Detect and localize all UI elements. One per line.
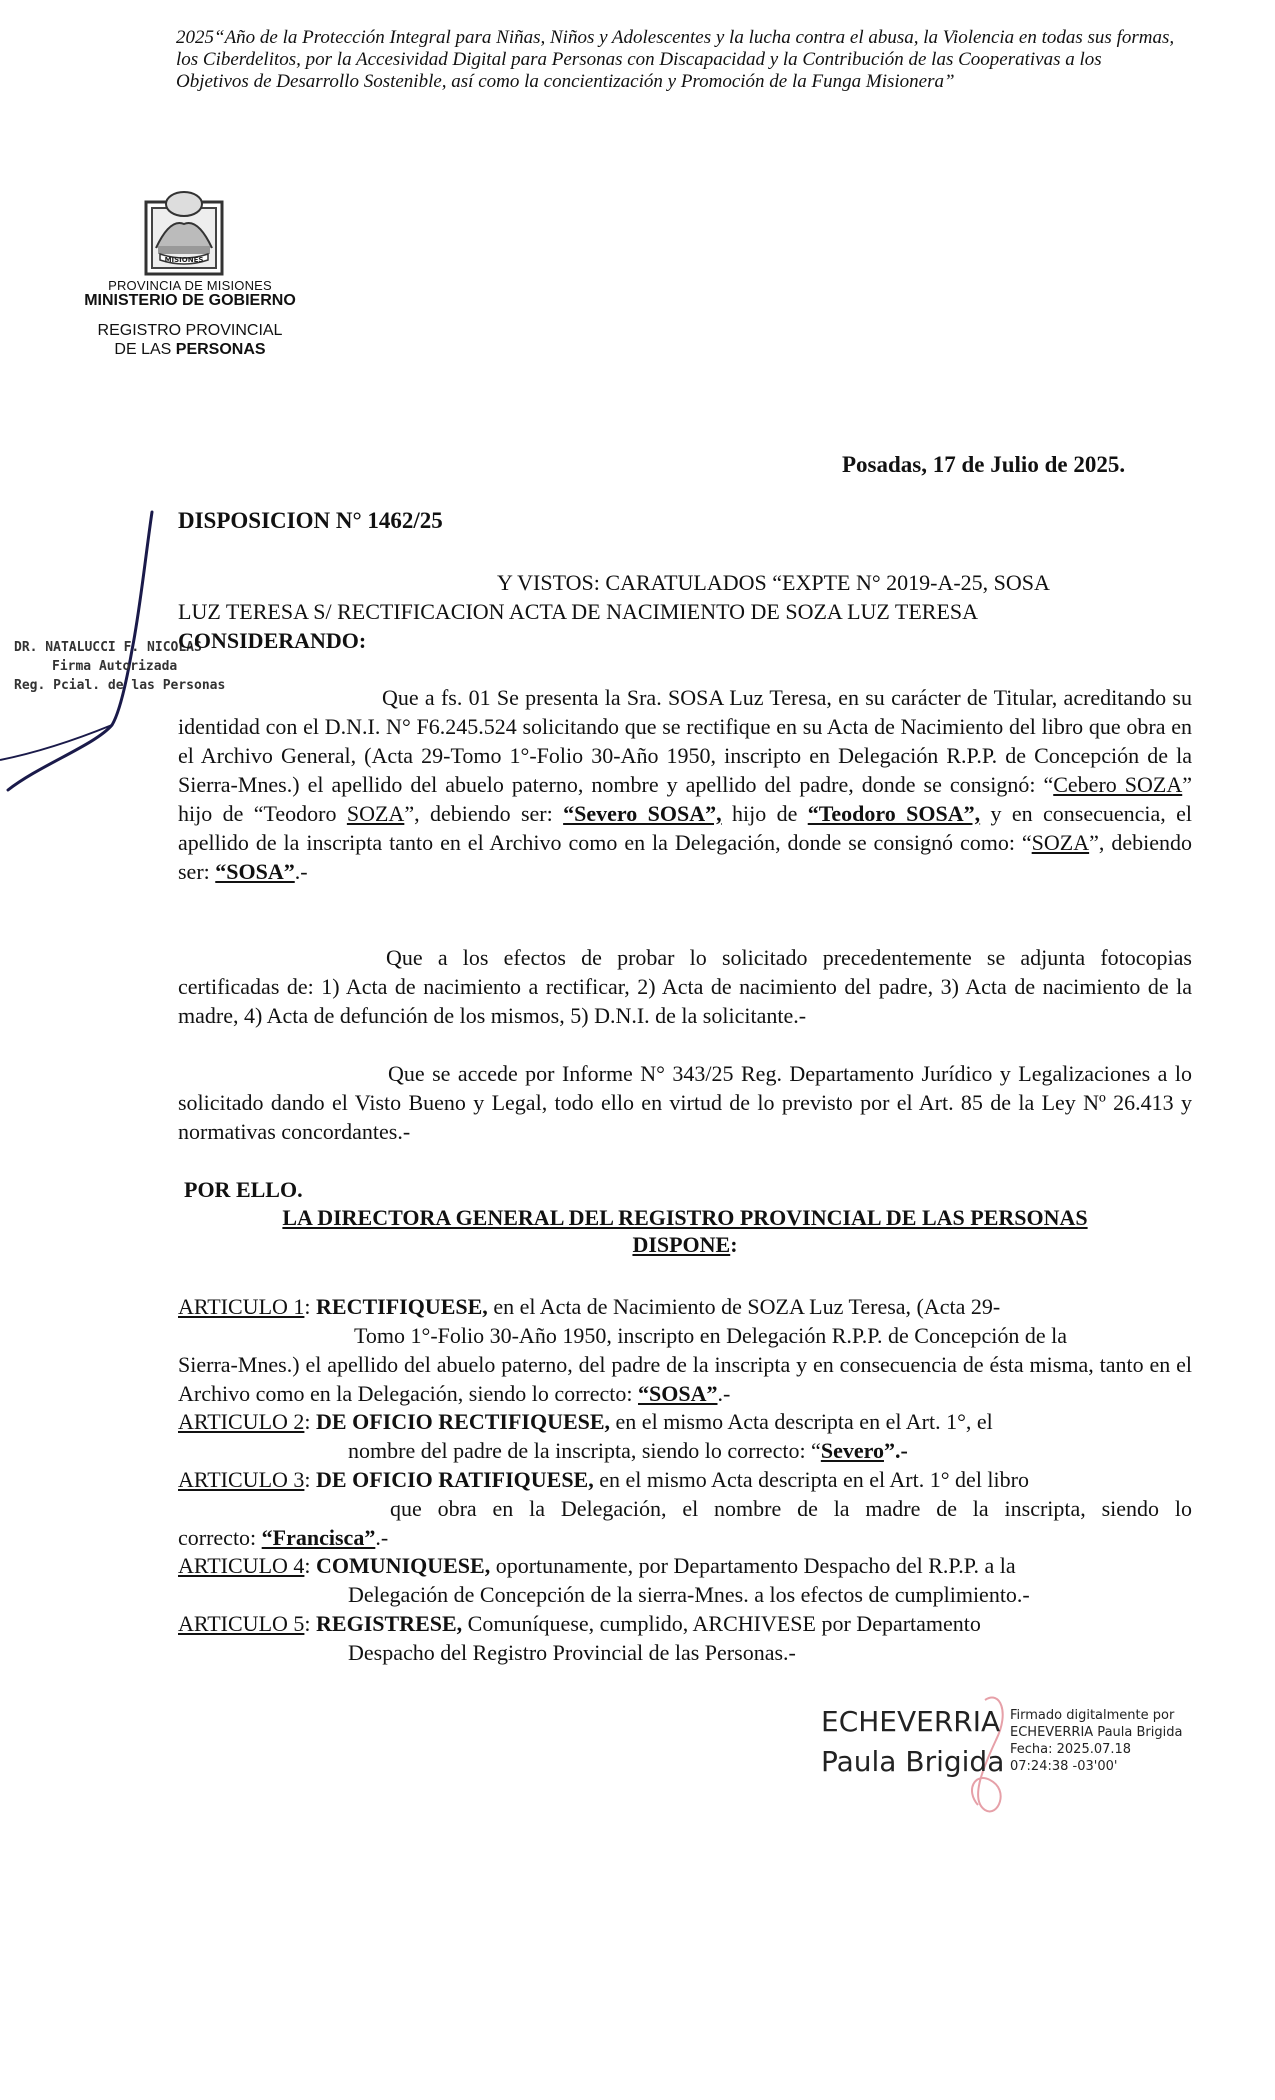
institution-registry: REGISTRO PROVINCIAL [97, 322, 283, 339]
article-2-line2: nombre del padre de la inscripta, siendo lo correcto: “Severo”.- [348, 1438, 908, 1463]
institution-personas: PERSONAS [175, 341, 266, 358]
por-ello-heading: POR ELLO. [184, 1177, 303, 1202]
considerando-paragraph-3: Que se accede por Informe N° 343/25 Reg. Departamento Jurídico y Legalizaciones a lo solicitado dando el Visto Bueno y Legal, todo ello en virtud de lo previsto por el Art. 85 de la Ley Nº 26.413 y normativas concordantes.- [178, 1061, 1192, 1144]
article-4-line2: Delegación de Concepción de la sierra-Mnes. a los efectos de cumplimiento.- [348, 1582, 1030, 1607]
article-5-line2: Despacho del Registro Provincial de las Personas.- [348, 1640, 796, 1665]
signer-surname: ECHEVERRIA [821, 1705, 1001, 1738]
institution-ministry: MINISTERIO DE GOBIERNO [84, 292, 296, 309]
vistos-line2: LUZ TERESA S/ RECTIFICACION ACTA DE NACIMIENTO DE SOZA LUZ TERESA [178, 599, 979, 624]
dispone-word: DISPONE [632, 1232, 731, 1257]
digital-signature-details: Firmado digitalmente por ECHEVERRIA Paula Brigida Fecha: 2025.07.18 07:24:38 -03'00' [1010, 1708, 1183, 1774]
header-motto: 2025“Año de la Protección Integral para Niñas, Niños y Adolescentes y la lucha contra el abusa, la Violencia en todas sus formas, los Ciberdelitos, por la Accesividad Digital para Personas con Discapacidad y la Contribución de las Cooperativas a los Objetivos de Desarrollo Sostenible, así como la concientización y Promoción de la Funga Misionera” [176, 27, 1175, 92]
article-1-continuation: Sierra-Mnes.) el apellido del abuelo paterno, del padre de la inscripta y en consecuencia de ésta misma, tanto en el Archivo como en la Delegación, siendo lo correcto: “SOSA”.- [178, 1352, 1192, 1406]
article-3-line2: que obra en la Delegación, el nombre de la madre de la inscripta, siendo lo [390, 1496, 1192, 1521]
article-2-label: ARTICULO 2 [178, 1409, 305, 1434]
considerando-paragraph-2: Que a los efectos de probar lo solicitado precedentemente se adjunta fotocopias certificadas de: 1) Acta de nacimiento a rectificar, 2) Acta de nacimiento del padre, 3) Acta de nacimiento de la madre, 4) Acta de defunción de los mismos, 5) D.N.I. de la solicitante.- [178, 945, 1192, 1028]
article-3-label: ARTICULO 3 [178, 1467, 305, 1492]
article-4-label: ARTICULO 4 [178, 1553, 305, 1578]
article-2-line1: ARTICULO 2: DE OFICIO RECTIFIQUESE, en el mismo Acta descripta en el Art. 1°, el [178, 1409, 993, 1434]
article-5-label: ARTICULO 5 [178, 1611, 305, 1636]
article-1-label: ARTICULO 1 [178, 1294, 305, 1319]
disposition-number: DISPOSICION N° 1462/25 [178, 508, 443, 533]
article-4-line1: ARTICULO 4: COMUNIQUESE, oportunamente, por Departamento Despacho del R.P.P. a la [178, 1553, 1016, 1578]
article-1-line1: ARTICULO 1: RECTIFIQUESE, en el Acta de Nacimiento de SOZA Luz Teresa, (Acta 29- [178, 1294, 1001, 1319]
article-1-line2: Tomo 1°-Folio 30-Año 1950, inscripto en Delegación R.P.P. de Concepción de la [354, 1323, 1067, 1348]
institution-province: PROVINCIA DE MISIONES [108, 278, 272, 293]
directora-heading: LA DIRECTORA GENERAL DEL REGISTRO PROVINCIAL DE LAS PERSONAS [282, 1205, 1088, 1230]
article-3-line1: ARTICULO 3: DE OFICIO RATIFIQUESE, en el mismo Acta descripta en el Art. 1° del libro [178, 1467, 1029, 1492]
stamp-registry: Reg. Pcial. de las Personas [14, 678, 226, 693]
article-3-continuation: correcto: “Francisca”.- [178, 1525, 389, 1550]
document-date: Posadas, 17 de Julio de 2025. [842, 452, 1126, 477]
considerando-heading: CONSIDERANDO: [178, 628, 367, 653]
dispone-heading: DISPONE: [632, 1232, 738, 1257]
institution-de-las: DE LAS [114, 341, 176, 358]
stamp-official-name: DR. NATALUCCI F. NICOLAS [14, 640, 202, 655]
vistos-line1: Y VISTOS: CARATULADOS “EXPTE N° 2019-A-25, SOSA [497, 570, 1050, 595]
article-5-line1: ARTICULO 5: REGISTRESE, Comuníquese, cumplido, ARCHIVESE por Departamento [178, 1611, 981, 1636]
considerando-paragraph-1: Que a fs. 01 Se presenta la Sra. SOSA Luz Teresa, en su carácter de Titular, acreditando su identidad con el D.N.I. N° F6.245.524 solicitando que se rectifique en su Acta de Nacimiento del libro que obra en el Archivo General, (Acta 29-Tomo 1°-Folio 30-Año 1950, inscripto en Delegación R.P.P. de Concepción de la Sierra-Mnes.) el apellido del abuelo paterno, nombre y apellido del padre, donde se consignó: “Cebero SOZA” hijo de “Teodoro SOZA”, debiendo ser: “Severo SOSA”, hijo de “Teodoro SOSA”, y en consecuencia, el apellido de la inscripta tanto en el Archivo como en la Delegación, donde se consignó como: “SOZA”, debiendo ser: “SOSA”.- [178, 685, 1193, 884]
signer-given-names: Paula Brigida [821, 1745, 1005, 1778]
stamp-authorized: Firma Autorizada [52, 659, 178, 674]
seal-text: MISIONES [164, 256, 204, 264]
